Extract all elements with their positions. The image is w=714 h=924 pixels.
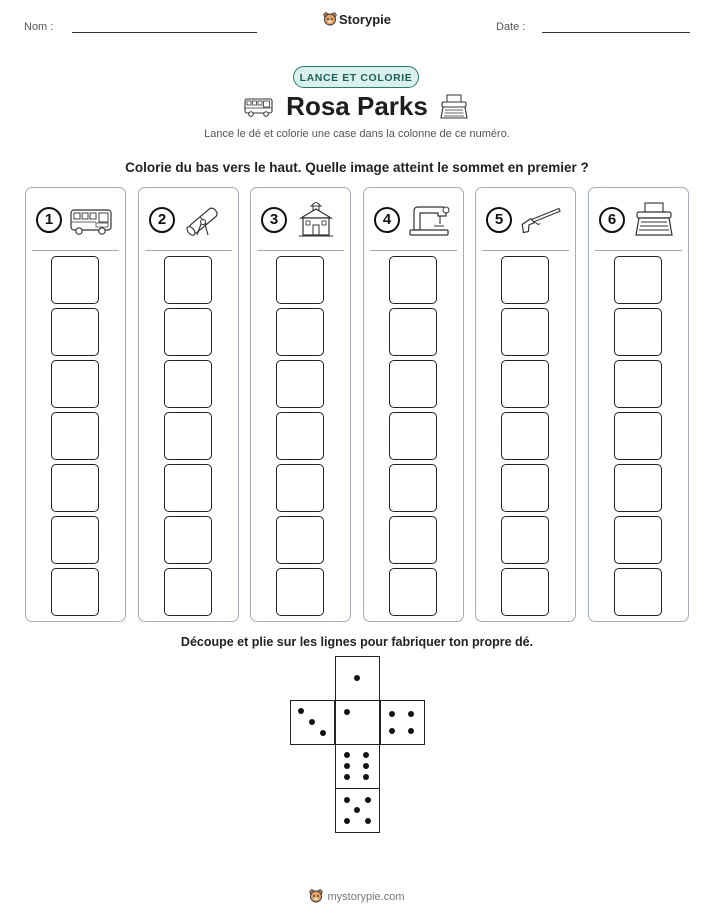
die-pip (320, 730, 326, 736)
typewriter-icon (440, 94, 468, 120)
die-pip (408, 728, 414, 734)
column-divider (257, 250, 344, 251)
die-face-4 (380, 700, 425, 745)
color-box[interactable] (614, 412, 662, 460)
die-pip (354, 675, 360, 681)
color-box[interactable] (389, 412, 437, 460)
color-box[interactable] (164, 412, 212, 460)
brand-logo (0, 12, 714, 27)
color-box[interactable] (51, 464, 99, 512)
bear-mascot-icon (309, 889, 323, 903)
column-2 (138, 187, 239, 622)
date-label: Date : (496, 21, 526, 33)
color-box[interactable] (51, 412, 99, 460)
color-box[interactable] (164, 568, 212, 616)
color-box[interactable] (164, 360, 212, 408)
brand-name: Storypie (338, 12, 391, 27)
color-box[interactable] (276, 308, 324, 356)
die-face-5 (335, 788, 380, 833)
color-box[interactable] (51, 256, 99, 304)
column-divider (370, 250, 457, 251)
die-face-3 (290, 700, 335, 745)
diploma-scroll-icon (181, 202, 227, 238)
color-box[interactable] (276, 516, 324, 564)
color-box[interactable] (389, 256, 437, 304)
color-box[interactable] (614, 464, 662, 512)
bus-icon (68, 202, 114, 238)
color-box[interactable] (501, 308, 549, 356)
color-box[interactable] (164, 308, 212, 356)
color-box[interactable] (501, 360, 549, 408)
sewing-machine-icon (406, 202, 452, 238)
die-pip (389, 728, 395, 734)
color-box[interactable] (164, 464, 212, 512)
bear-mascot-icon (323, 12, 337, 26)
name-label: Nom : (24, 21, 54, 33)
page-subtitle: Lance le dé et colorie une case dans la colonne de ce numéro. (204, 128, 510, 140)
footer (0, 889, 714, 903)
color-box[interactable] (276, 568, 324, 616)
die-pip (408, 711, 414, 717)
column-number: 5 (486, 207, 512, 233)
color-box[interactable] (389, 360, 437, 408)
die-pip (363, 752, 369, 758)
die-face-1 (335, 656, 380, 701)
color-box[interactable] (276, 360, 324, 408)
die-pip (344, 797, 350, 803)
color-box[interactable] (389, 464, 437, 512)
die-pip (365, 797, 371, 803)
die-pip (344, 709, 350, 715)
column-number: 3 (261, 207, 287, 233)
game-instruction: Colorie du bas vers le haut. Quelle image atteint le sommet en premier ? (125, 160, 589, 175)
die-face-1 (335, 700, 380, 745)
die-pip (298, 708, 304, 714)
color-box[interactable] (389, 308, 437, 356)
column-divider (595, 250, 682, 251)
color-box[interactable] (276, 256, 324, 304)
color-box[interactable] (389, 568, 437, 616)
color-box[interactable] (51, 308, 99, 356)
column-divider (482, 250, 569, 251)
die-face-6 (335, 744, 380, 789)
color-box[interactable] (501, 464, 549, 512)
die-pip (309, 719, 315, 725)
column-6 (588, 187, 689, 622)
color-box[interactable] (276, 412, 324, 460)
color-box[interactable] (614, 256, 662, 304)
color-box[interactable] (276, 464, 324, 512)
column-1 (25, 187, 126, 622)
typewriter-icon (631, 202, 677, 238)
color-box[interactable] (501, 412, 549, 460)
date-line[interactable] (542, 32, 690, 33)
die-pip (344, 763, 350, 769)
color-box[interactable] (501, 256, 549, 304)
column-3 (250, 187, 351, 622)
schoolhouse-icon (293, 202, 339, 238)
column-divider (32, 250, 119, 251)
die-pip (389, 711, 395, 717)
die-instruction: Découpe et plie sur les lignes pour fabriquer ton propre dé. (180, 635, 534, 649)
color-box[interactable] (501, 516, 549, 564)
rifle-icon (518, 202, 564, 238)
die-pip (363, 763, 369, 769)
page-title: Rosa Parks (286, 91, 428, 121)
die-pip (365, 818, 371, 824)
color-box[interactable] (614, 516, 662, 564)
column-divider (145, 250, 232, 251)
name-line[interactable] (72, 32, 257, 33)
column-number: 1 (36, 207, 62, 233)
color-box[interactable] (51, 568, 99, 616)
die-pip (363, 774, 369, 780)
color-box[interactable] (389, 516, 437, 564)
die-pip (344, 774, 350, 780)
color-box[interactable] (501, 568, 549, 616)
die-pip (354, 807, 360, 813)
die-pip (344, 752, 350, 758)
color-box[interactable] (164, 516, 212, 564)
footer-url[interactable]: mystorypie.com (327, 891, 405, 903)
color-box[interactable] (614, 308, 662, 356)
color-box[interactable] (614, 568, 662, 616)
color-box[interactable] (51, 360, 99, 408)
color-box[interactable] (614, 360, 662, 408)
die-pip (344, 818, 350, 824)
color-box[interactable] (51, 516, 99, 564)
column-number: 6 (599, 207, 625, 233)
activity-badge: LANCE ET COLORIE (293, 66, 419, 88)
column-4 (363, 187, 464, 622)
column-number: 2 (149, 207, 175, 233)
color-box[interactable] (164, 256, 212, 304)
column-number: 4 (374, 207, 400, 233)
column-5 (475, 187, 576, 622)
